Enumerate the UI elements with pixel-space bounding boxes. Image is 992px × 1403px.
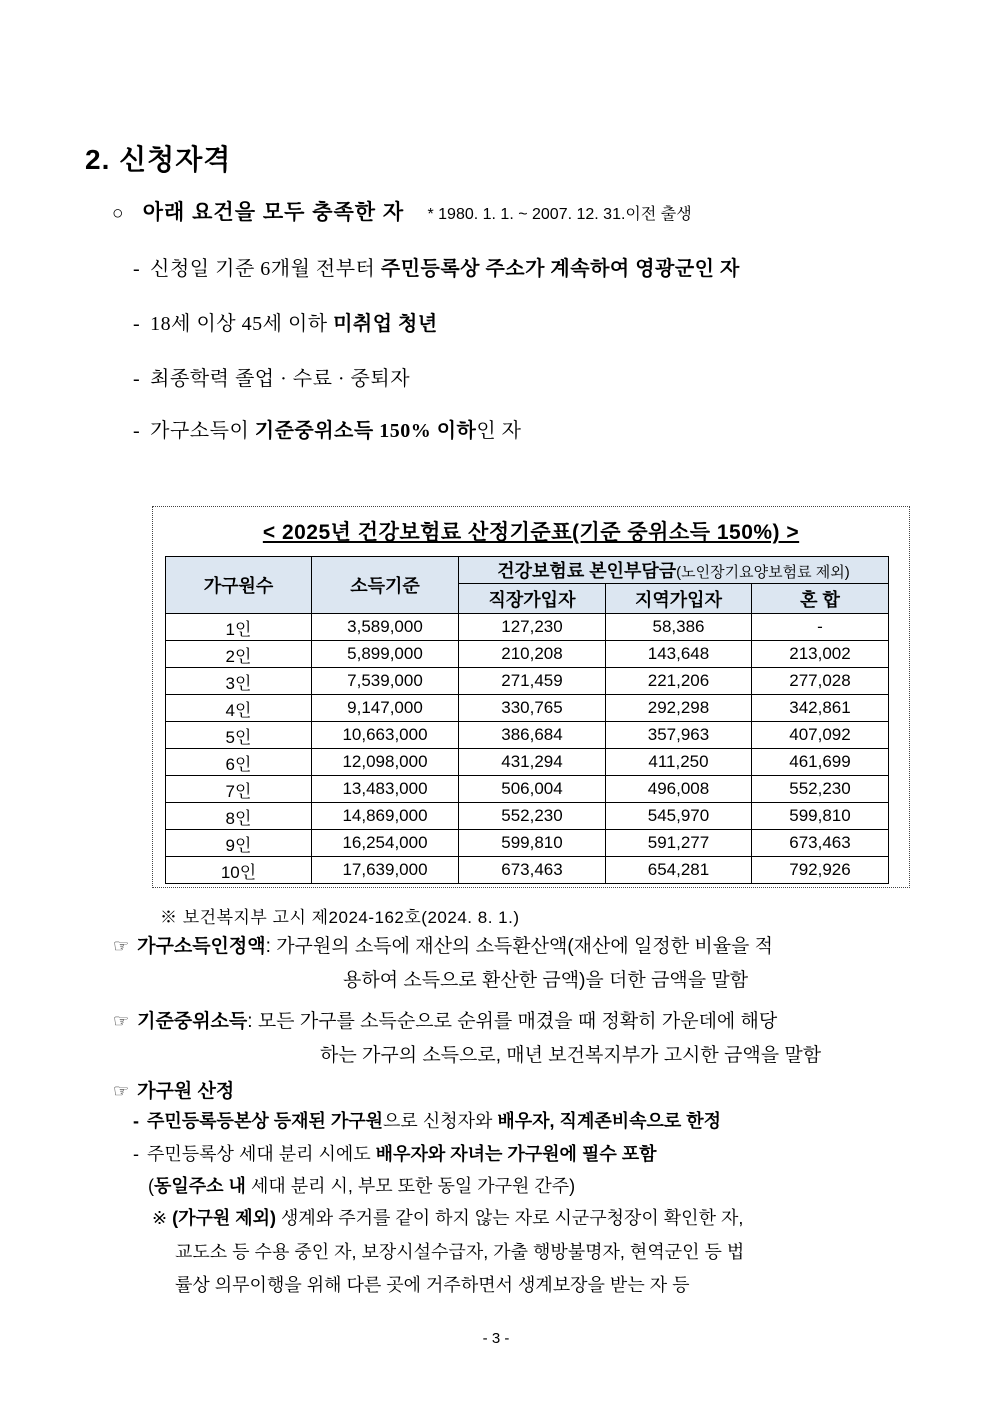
income-text-line1: 가구원의 소득에 재산의 소득환산액(재산에 일정한 비율을 적 (276, 936, 774, 957)
table-cell: 10,663,000 (312, 722, 459, 749)
requirement-item (133, 252, 740, 281)
table-row (166, 614, 889, 641)
median-definition-note (113, 1006, 777, 1033)
table-cell: 58,386 (606, 614, 752, 641)
table-row (166, 722, 889, 749)
eligibility-bullet-text: 아래 요건을 모두 충족한 자 (142, 201, 405, 224)
table-cell: 7,539,000 (312, 668, 459, 695)
exclusion-emphasis: (가구원 제외) (172, 1208, 277, 1228)
eligibility-bullet-line (112, 196, 692, 226)
table-cell: 591,277 (606, 830, 752, 857)
table-cell: 12,098,000 (312, 749, 459, 776)
table-cell: 1인 (166, 614, 312, 641)
household-calc-note (113, 1076, 234, 1103)
insurance-table (165, 556, 889, 884)
header-income: 소득기준 (312, 557, 459, 614)
household-item (133, 1140, 657, 1166)
household-item (148, 1172, 575, 1198)
table-cell: 271,459 (459, 668, 606, 695)
table-cell: 330,765 (459, 695, 606, 722)
table-cell: 673,463 (459, 857, 606, 884)
table-cell: 9,147,000 (312, 695, 459, 722)
table-cell: 17,639,000 (312, 857, 459, 884)
exclusion-note (152, 1204, 743, 1230)
income-definition-note (113, 931, 773, 958)
income-text-line2: 용하여 소득으로 환산한 금액)을 더한 금액을 말함 (343, 970, 749, 991)
table-cell: 13,483,000 (312, 776, 459, 803)
table-cell: 210,208 (459, 641, 606, 668)
table-cell: 411,250 (606, 749, 752, 776)
requirement-text: 가구소득이 (150, 420, 255, 442)
table-row (166, 668, 889, 695)
birth-range-note: * 1980. 1. 1. ~ 2007. 12. 31.이전 출생 (427, 206, 692, 223)
household-text: 세대 분리 시, 부모 또한 동일 가구원 간주) (245, 1176, 576, 1196)
household-text: ( (148, 1176, 154, 1196)
dash-bullet: - (133, 420, 141, 442)
header-mixed: 혼 합 (752, 584, 889, 614)
requirement-text: 신청일 기준 6개월 전부터 (150, 258, 381, 280)
insurance-table-header (166, 557, 889, 614)
requirement-emphasis: 미취업 청년 (333, 313, 438, 335)
requirement-item (133, 414, 521, 443)
table-cell: 10인 (166, 857, 312, 884)
table-cell: 431,294 (459, 749, 606, 776)
table-cell: 552,230 (752, 776, 889, 803)
table-cell: 143,648 (606, 641, 752, 668)
table-row (166, 776, 889, 803)
household-item (133, 1107, 721, 1133)
criteria-box (152, 506, 910, 888)
table-cell: 3,589,000 (312, 614, 459, 641)
household-term: 가구원 산정 (137, 1081, 235, 1102)
table-cell: 654,281 (606, 857, 752, 884)
income-term: 가구소득인정액 (137, 936, 266, 957)
table-cell: 277,028 (752, 668, 889, 695)
table-cell: 4인 (166, 695, 312, 722)
table-cell: 7인 (166, 776, 312, 803)
table-cell: 6인 (166, 749, 312, 776)
table-row (166, 641, 889, 668)
table-row (166, 695, 889, 722)
page-number: - 3 - (482, 1330, 510, 1347)
dash-bullet: - (133, 1144, 139, 1164)
household-emphasis: 배우자, 직계존비속으로 한정 (497, 1111, 722, 1131)
requirement-emphasis: 기준중위소득 150% 이하 (254, 420, 477, 442)
dash-bullet: - (133, 368, 141, 390)
requirement-item (133, 307, 438, 336)
circle-bullet-icon: ○ (112, 203, 124, 224)
header-premium-group (459, 557, 889, 584)
table-cell: 599,810 (752, 803, 889, 830)
exclusion-text-line1: 생계와 주거를 같이 하지 않는 자로 시군구청장이 확인한 자, (276, 1208, 744, 1228)
table-cell: 292,298 (606, 695, 752, 722)
table-cell: 14,869,000 (312, 803, 459, 830)
table-cell: 552,230 (459, 803, 606, 830)
requirement-text: 인 자 (476, 420, 522, 442)
table-cell: 496,008 (606, 776, 752, 803)
dash-bullet: - (133, 313, 141, 335)
pointing-hand-icon: ☞ (113, 936, 130, 956)
header-workplace: 직장가입자 (459, 584, 606, 614)
table-cell: 5,899,000 (312, 641, 459, 668)
table-cell: 213,002 (752, 641, 889, 668)
requirement-item (133, 362, 410, 391)
household-emphasis: 동일주소 내 (154, 1176, 246, 1196)
table-cell: 461,699 (752, 749, 889, 776)
table-cell: 673,463 (752, 830, 889, 857)
table-row (166, 830, 889, 857)
table-cell: 9인 (166, 830, 312, 857)
table-cell: 221,206 (606, 668, 752, 695)
exclusion-text-line3: 률상 의무이행을 위해 다른 곳에 거주하면서 생계보장을 받는 자 등 (175, 1275, 690, 1295)
table-cell: 545,970 (606, 803, 752, 830)
requirement-text: 18세 이상 45세 이하 (150, 313, 334, 335)
household-text: 주민등록상 세대 분리 시에도 (147, 1144, 376, 1164)
table-cell: 5인 (166, 722, 312, 749)
table-cell: 16,254,000 (312, 830, 459, 857)
table-cell: 792,926 (752, 857, 889, 884)
header-local: 지역가입자 (606, 584, 752, 614)
requirement-emphasis: 주민등록상 주소가 계속하여 영광군인 자 (380, 258, 740, 280)
table-row (166, 803, 889, 830)
section-heading: 2. 신청자격 (85, 144, 232, 175)
table-cell: 3인 (166, 668, 312, 695)
requirement-text: 최종학력 졸업 · 수료 · 중퇴자 (150, 368, 411, 390)
ministry-notice-note: ※ 보건복지부 고시 제2024-162호(2024. 8. 1.) (160, 908, 520, 927)
dash-bullet: - (133, 1111, 139, 1131)
separator: : (247, 1011, 258, 1032)
header-premium-note: (노인장기요양보험료 제외) (676, 564, 850, 581)
table-row (166, 749, 889, 776)
table-cell: 342,861 (752, 695, 889, 722)
exclusion-text-line2: 교도소 등 수용 중인 자, 보장시설수급자, 가출 행방불명자, 현역군인 등 법 (175, 1242, 745, 1262)
table-cell: 357,963 (606, 722, 752, 749)
insurance-table-body (166, 614, 889, 884)
table-cell: 506,004 (459, 776, 606, 803)
pointing-hand-icon: ☞ (113, 1011, 130, 1031)
dash-bullet: - (133, 258, 141, 280)
household-text: 으로 신청자와 (383, 1111, 498, 1131)
separator: : (265, 936, 277, 957)
table-cell: 2인 (166, 641, 312, 668)
household-emphasis: 배우자와 자녀는 가구원에 필수 포함 (375, 1144, 657, 1164)
table-cell: 599,810 (459, 830, 606, 857)
pointing-hand-icon: ☞ (113, 1081, 130, 1101)
table-cell: - (752, 614, 889, 641)
table-title: < 2025년 건강보험료 산정기준표(기준 중위소득 150%) > (262, 521, 800, 544)
median-text-line1: 모든 가구를 소득순으로 순위를 매겼을 때 정확히 가운데에 해당 (257, 1011, 778, 1032)
household-emphasis: 주민등록등본상 등재된 가구원 (147, 1111, 384, 1131)
header-members: 가구원수 (166, 557, 312, 614)
header-premium-bold: 건강보험료 본인부담금 (497, 561, 677, 581)
table-row (166, 857, 889, 884)
table-cell: 127,230 (459, 614, 606, 641)
table-cell: 386,684 (459, 722, 606, 749)
reference-mark-icon: ※ (152, 1208, 173, 1228)
table-cell: 407,092 (752, 722, 889, 749)
median-text-line2: 하는 가구의 소득으로, 매년 보건복지부가 고시한 금액을 말함 (320, 1045, 822, 1066)
median-term: 기준중위소득 (137, 1011, 248, 1032)
table-cell: 8인 (166, 803, 312, 830)
